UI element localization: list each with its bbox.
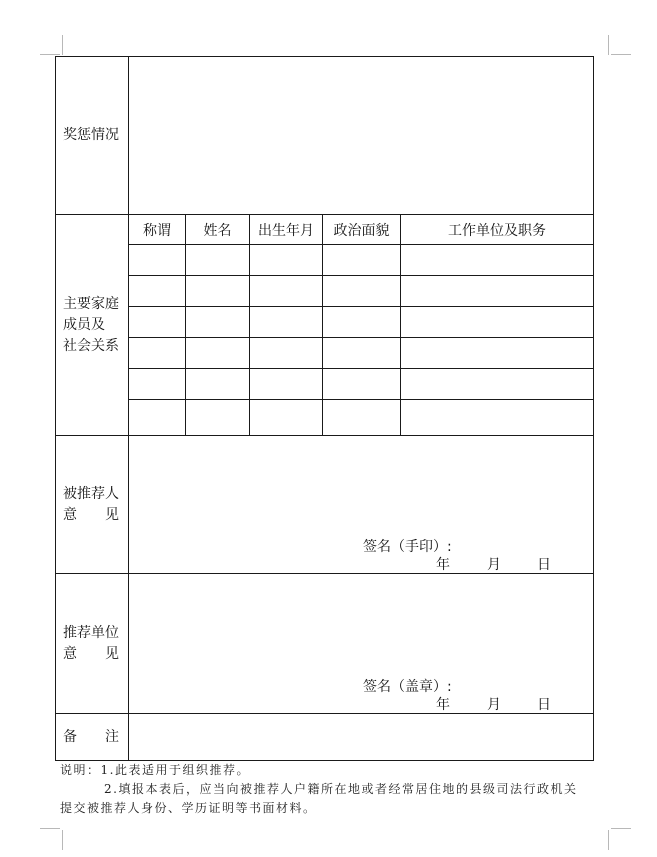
family-cell[interactable] xyxy=(250,307,323,338)
table-row xyxy=(56,400,594,436)
family-cell[interactable] xyxy=(129,369,186,400)
awards-label: 奖惩情况 xyxy=(56,57,129,215)
family-cell[interactable] xyxy=(323,245,401,276)
family-cell[interactable] xyxy=(323,369,401,400)
unit-label-line: 推荐单位 xyxy=(63,624,119,641)
family-cell[interactable] xyxy=(250,338,323,369)
table-row xyxy=(56,245,594,276)
nominee-label-line: 被推荐人 xyxy=(63,485,119,502)
unit-date-year: 年 xyxy=(436,697,450,713)
family-cell[interactable] xyxy=(186,400,250,436)
nominee-date-year: 年 xyxy=(436,557,450,573)
recommendation-form-table xyxy=(55,56,594,761)
crop-mark xyxy=(611,828,631,829)
family-cell[interactable] xyxy=(401,276,594,307)
family-label xyxy=(56,215,129,436)
nominee-label-line: 意 见 xyxy=(63,506,119,523)
family-cell[interactable] xyxy=(186,276,250,307)
note-line: 提交被推荐人身份、学历证明等书面材料。 xyxy=(60,801,317,815)
family-cell[interactable] xyxy=(129,307,186,338)
unit-label-line: 意 见 xyxy=(63,645,119,662)
unit-signature-label: 签名（盖章）: xyxy=(363,679,452,695)
note-line: 说明：1.此表适用于组织推荐。 xyxy=(60,763,250,777)
family-cell[interactable] xyxy=(250,245,323,276)
family-cell[interactable] xyxy=(250,276,323,307)
family-cell[interactable] xyxy=(250,369,323,400)
family-cell[interactable] xyxy=(129,276,186,307)
family-cell[interactable] xyxy=(323,307,401,338)
family-cell[interactable] xyxy=(401,307,594,338)
column-header-name: 姓名 xyxy=(186,215,250,245)
note-line: 2.填报本表后，应当向被推荐人户籍所在地或者经常居住地的县级司法行政机关 xyxy=(104,782,578,796)
unit-opinion-label xyxy=(56,574,129,714)
nominee-date-month: 月 xyxy=(487,557,501,573)
column-header-birth: 出生年月 xyxy=(250,215,323,245)
family-cell[interactable] xyxy=(129,400,186,436)
family-cell[interactable] xyxy=(129,245,186,276)
nominee-date-day: 日 xyxy=(537,557,551,573)
unit-date-day: 日 xyxy=(537,697,551,713)
family-label-line: 成员及 xyxy=(63,316,105,333)
family-cell[interactable] xyxy=(401,245,594,276)
family-cell[interactable] xyxy=(186,245,250,276)
family-cell[interactable] xyxy=(186,307,250,338)
unit-opinion-field[interactable] xyxy=(129,574,594,714)
table-row xyxy=(56,369,594,400)
family-label-line: 主要家庭 xyxy=(63,295,119,312)
column-header-political-status: 政治面貌 xyxy=(323,215,401,245)
table-row xyxy=(56,276,594,307)
family-label-line: 社会关系 xyxy=(63,337,119,354)
crop-mark xyxy=(611,54,631,55)
crop-mark xyxy=(608,830,609,850)
crop-mark xyxy=(62,830,63,850)
family-cell[interactable] xyxy=(323,338,401,369)
family-cell[interactable] xyxy=(401,400,594,436)
crop-mark xyxy=(608,35,609,55)
crop-mark xyxy=(62,35,63,55)
family-cell[interactable] xyxy=(129,338,186,369)
nominee-opinion-field[interactable] xyxy=(129,436,594,574)
family-cell[interactable] xyxy=(323,400,401,436)
family-cell[interactable] xyxy=(250,400,323,436)
remarks-field[interactable] xyxy=(129,714,594,761)
column-header-relation: 称谓 xyxy=(129,215,186,245)
family-cell[interactable] xyxy=(401,338,594,369)
family-cell[interactable] xyxy=(323,276,401,307)
family-cell[interactable] xyxy=(186,369,250,400)
nominee-signature-label: 签名（手印）: xyxy=(363,539,452,555)
family-cell[interactable] xyxy=(186,338,250,369)
column-header-employer-position: 工作单位及职务 xyxy=(401,215,594,245)
crop-mark xyxy=(40,828,60,829)
family-cell[interactable] xyxy=(401,369,594,400)
crop-mark xyxy=(40,54,60,55)
awards-field[interactable] xyxy=(129,57,594,215)
table-row xyxy=(56,307,594,338)
table-row xyxy=(56,338,594,369)
notes xyxy=(60,761,620,818)
nominee-opinion-label xyxy=(56,436,129,574)
remarks-label: 备 注 xyxy=(56,714,129,761)
unit-date-month: 月 xyxy=(487,697,501,713)
